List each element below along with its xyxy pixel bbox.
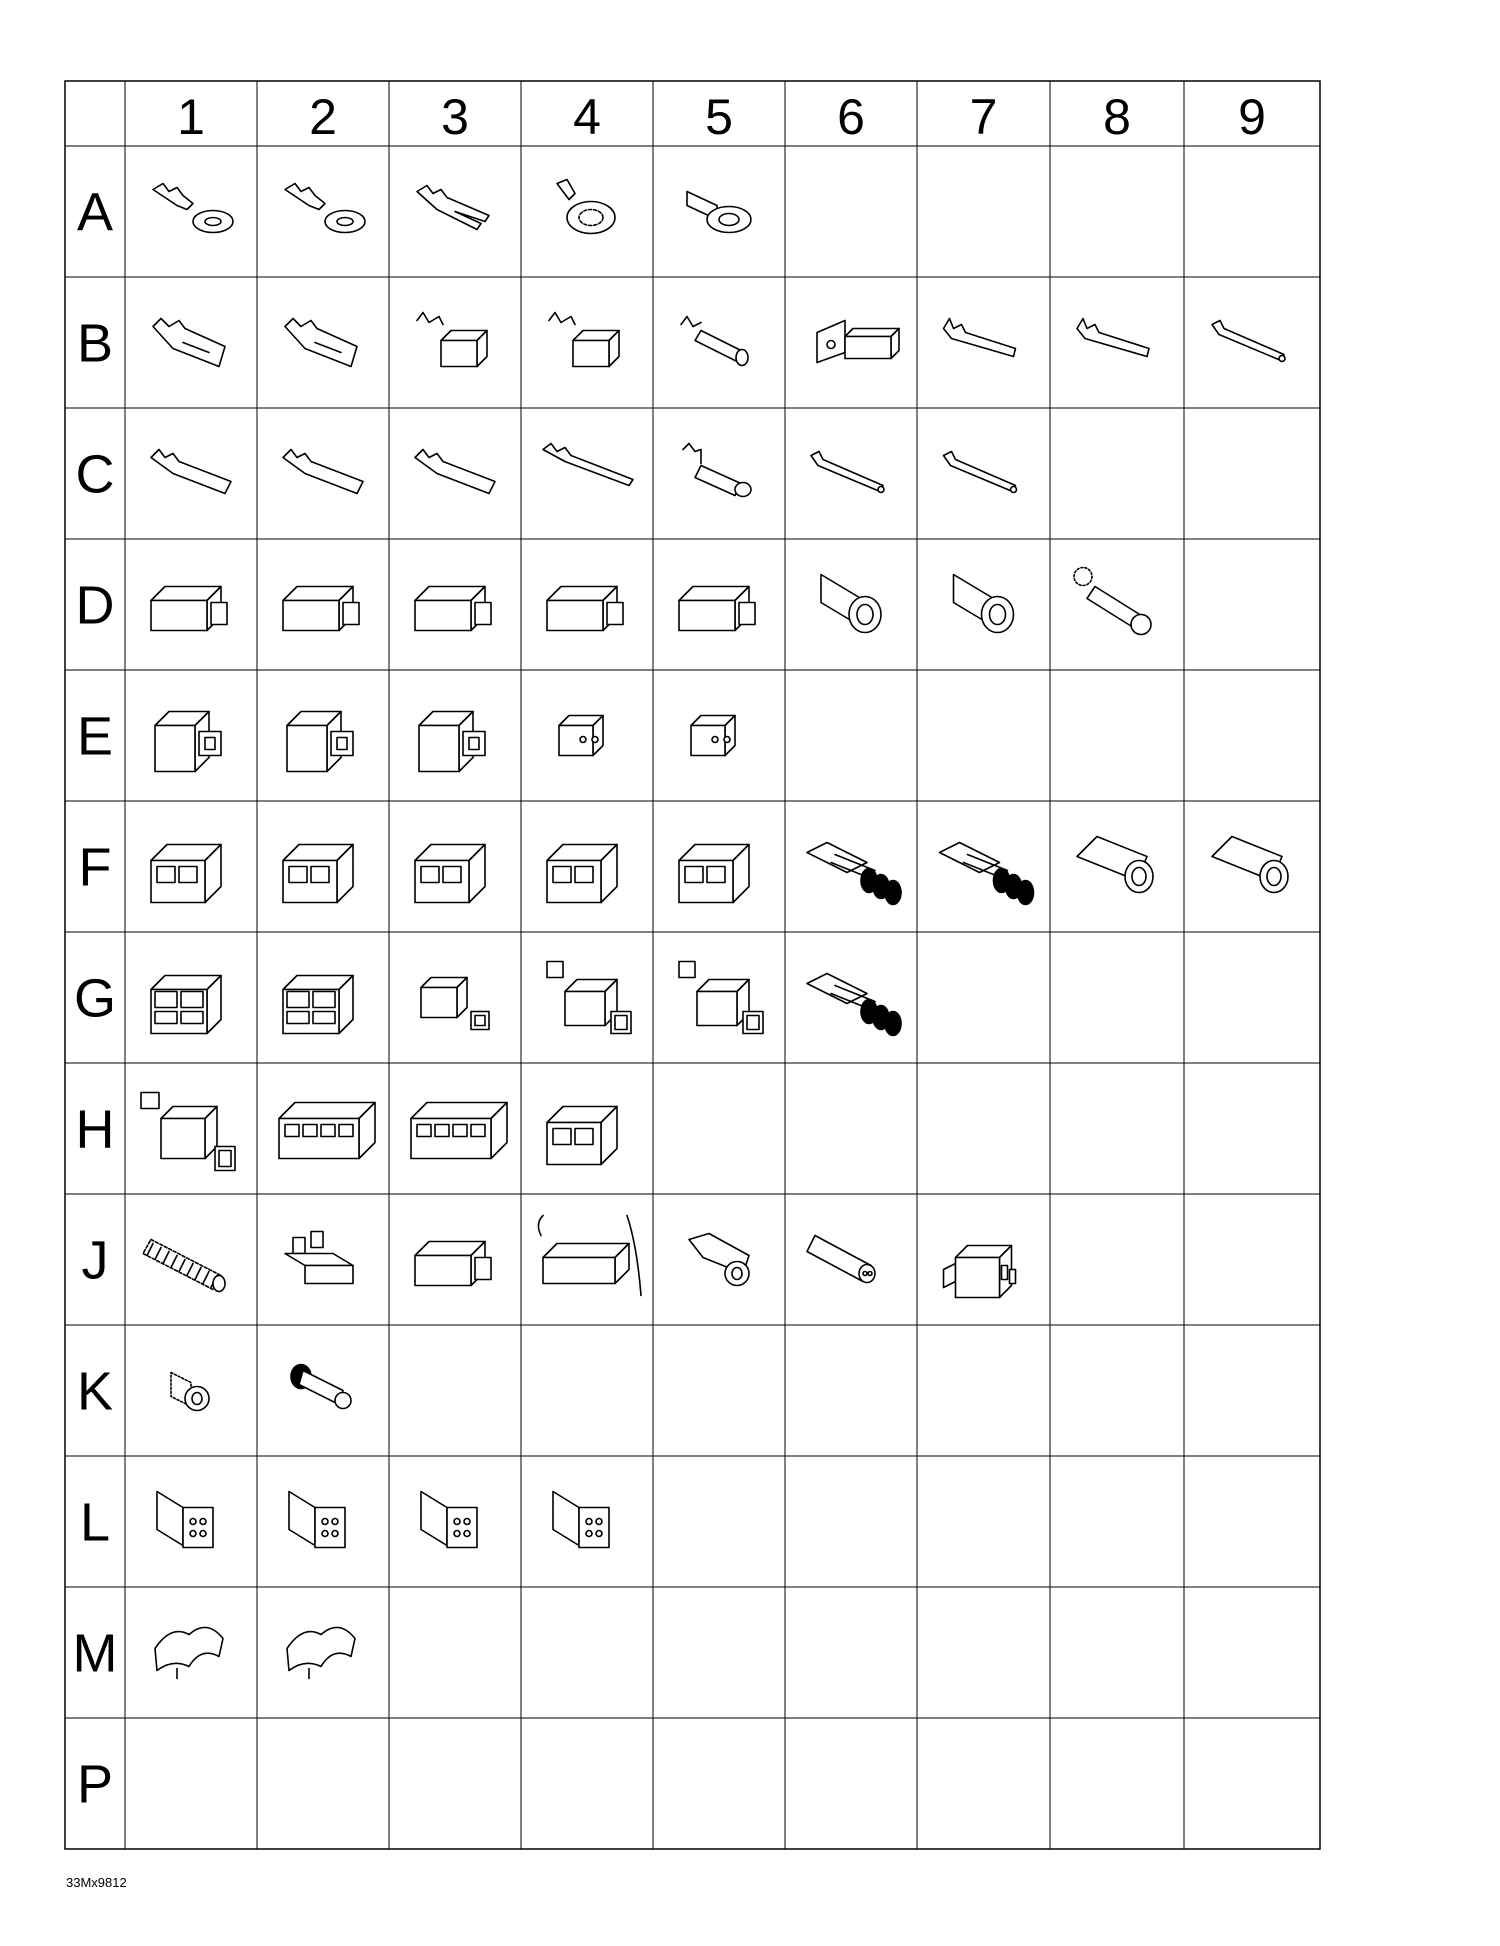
housing-1-illustration [283,587,359,631]
lock-wedge-illustration [553,1492,609,1548]
housing-1-illustration [415,1242,491,1286]
row-header: A [76,182,114,243]
male-long-illustration [543,444,633,486]
row-header: K [76,1361,114,1422]
pin-illustration [811,452,884,493]
row-header: P [76,1754,114,1815]
weatherpack-3-illustration [807,843,901,905]
female-box-illustration [549,313,619,367]
row-header: L [79,1492,111,1553]
housing-2-illustration [419,712,485,772]
male-flat-illustration [283,450,363,494]
row-header: B [76,313,114,374]
female-flat-illustration [153,319,225,367]
housing-3-illustration [415,845,485,903]
housing-2-small-illustration [691,716,735,756]
housing-1-illustration [151,587,227,631]
housing-multi-illustration [411,1103,507,1159]
column-header: 8 [1103,89,1131,145]
housing-2-small-illustration [559,716,603,756]
spark-terminal-illustration [1074,568,1151,635]
bullet-sleeve-illustration [807,1236,875,1283]
ring-illustration [153,184,233,233]
ring-tube-illustration [687,192,751,233]
ring-star-illustration [557,180,615,234]
male-flat-illustration [415,450,495,494]
ring-illustration [285,184,365,233]
housing-3-illustration [283,845,353,903]
row-header: E [76,706,114,767]
sealed-6-illustration [141,1093,235,1171]
column-header: 5 [705,89,733,145]
column-header: 4 [573,89,601,145]
housing-3-illustration [679,845,749,903]
pin-female-illustration [944,319,1016,357]
female-flat-illustration [285,319,357,367]
boot-illustration [1077,837,1153,893]
housing-1-illustration [415,587,491,631]
fuse-illustration [285,1232,353,1284]
housing-2-illustration [155,712,221,772]
row-header: H [75,1099,115,1160]
housing-multi-illustration [279,1103,375,1159]
flag-illustration [817,321,899,363]
sealed-4-illustration [547,962,631,1034]
male-flat-illustration [151,450,231,494]
loom-illustration [143,1240,225,1292]
pin-illustration [1212,321,1285,362]
fuse-holder-illustration [538,1216,641,1296]
column-header: 6 [837,89,865,145]
lock-wedge-illustration [421,1492,477,1548]
clip-illustration [155,1627,223,1678]
boot-illustration [1212,837,1288,893]
weatherpack-3-illustration [807,974,901,1036]
housing-1-illustration [547,587,623,631]
pin-female-illustration [1077,319,1149,357]
row-header: F [78,837,112,898]
column-header: 1 [177,89,205,145]
seal-pin-illustration [291,1365,351,1409]
female-box-illustration [417,313,487,367]
housing-3-illustration [151,845,221,903]
column-header: 2 [309,89,337,145]
housing-2-illustration [287,712,353,772]
weatherpack-3-illustration [940,843,1034,905]
column-header: 3 [441,89,469,145]
bullet-female-illustration [681,317,748,366]
housing-1-illustration [679,587,755,631]
sealed-4-illustration [679,962,763,1034]
lock-wedge-illustration [289,1492,345,1548]
housing-4-illustration [151,976,221,1034]
fork-illustration [417,186,489,230]
housing-4-small-illustration [421,978,489,1030]
row-header: D [75,575,115,636]
round-housing-illustration [954,575,1014,633]
row-header: J [81,1230,109,1291]
relay-illustration [944,1246,1016,1298]
round-housing-illustration [821,575,881,633]
row-header: M [72,1623,118,1684]
pin-illustration [944,452,1017,493]
row-header: G [73,968,117,1029]
seal-illustration [171,1373,209,1411]
row-header: C [75,444,115,505]
socket-illustration [689,1234,749,1286]
bullet-male-illustration [683,444,751,497]
lock-wedge-illustration [157,1492,213,1548]
housing-4-illustration [283,976,353,1034]
housing-3-illustration [547,845,617,903]
column-header: 7 [969,89,998,145]
document-code: 33Mx9812 [66,1875,127,1890]
column-header: 9 [1238,89,1266,145]
housing-3-illustration [547,1107,617,1165]
clip-illustration [287,1627,355,1678]
